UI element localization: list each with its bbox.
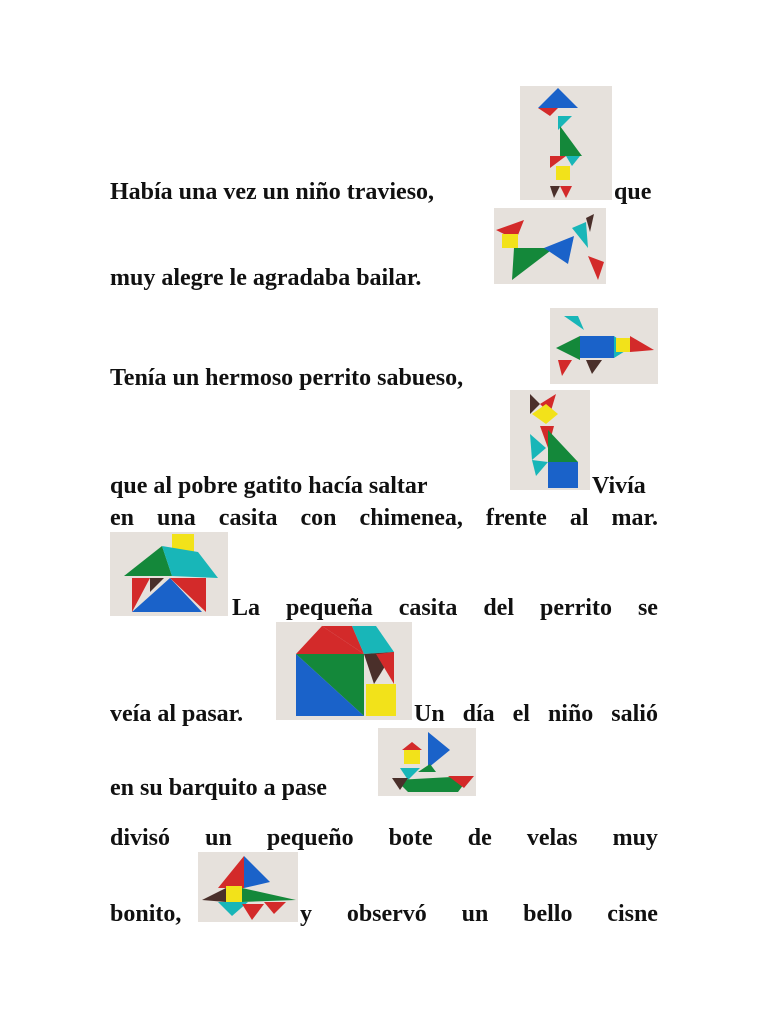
word: pequeña <box>286 595 373 621</box>
word: frente <box>485 505 547 531</box>
tangram-cat-image <box>510 390 590 490</box>
line-10-text: bonito, <box>110 901 182 927</box>
word: bote <box>388 825 433 851</box>
word: un <box>461 901 489 927</box>
word: salió <box>611 701 658 727</box>
line-10-end <box>300 900 658 928</box>
word: cisne <box>607 901 658 927</box>
word: se <box>637 595 658 621</box>
word: día <box>462 701 495 727</box>
tangram-dancer-image <box>520 86 612 200</box>
tangram-dog-image <box>550 308 658 384</box>
tangram-running-figure-image <box>494 208 606 284</box>
word: al <box>569 505 589 531</box>
word: pequeño <box>266 825 354 851</box>
word: divisó <box>110 825 171 851</box>
tangram-house-with-chimney-image <box>110 532 228 616</box>
line-8-text: en su barquito a pase <box>110 775 327 801</box>
word: de <box>467 825 492 851</box>
word: y <box>300 901 312 927</box>
word: un <box>205 825 232 851</box>
word: chimenea, <box>359 505 463 531</box>
tangram-boat-image <box>378 728 476 796</box>
word: niño <box>547 701 594 727</box>
word: casita <box>398 595 458 621</box>
line-7-end <box>414 700 658 728</box>
word: del <box>483 595 514 621</box>
line-5-text <box>110 504 658 532</box>
line-6-text <box>232 594 658 622</box>
word: velas <box>526 825 578 851</box>
word: bello <box>523 901 573 927</box>
word: en <box>110 505 134 531</box>
line-7-text: veía al pasar. <box>110 701 244 727</box>
line-2-text: muy alegre le agradaba bailar. <box>110 265 422 291</box>
word: casita <box>218 505 278 531</box>
word: observó <box>346 901 427 927</box>
word: perrito <box>539 595 612 621</box>
word: mar. <box>611 505 658 531</box>
line-9-text <box>110 824 658 852</box>
tangram-sailboat-image <box>198 852 298 922</box>
line-3-text: Tenía un hermoso perrito sabueso, <box>110 365 464 391</box>
word: muy <box>612 825 658 851</box>
line-4-text: que al pobre gatito hacía saltar <box>110 473 428 499</box>
line-1-text: Había una vez un niño travieso, <box>110 179 435 205</box>
word: Un <box>414 701 445 727</box>
tangram-doghouse-image <box>276 622 412 720</box>
word: La <box>232 595 261 621</box>
line-1-end: que <box>614 179 652 205</box>
word: con <box>300 505 337 531</box>
word: el <box>512 701 530 727</box>
line-4-end: Vivía <box>592 473 646 499</box>
word: una <box>157 505 196 531</box>
